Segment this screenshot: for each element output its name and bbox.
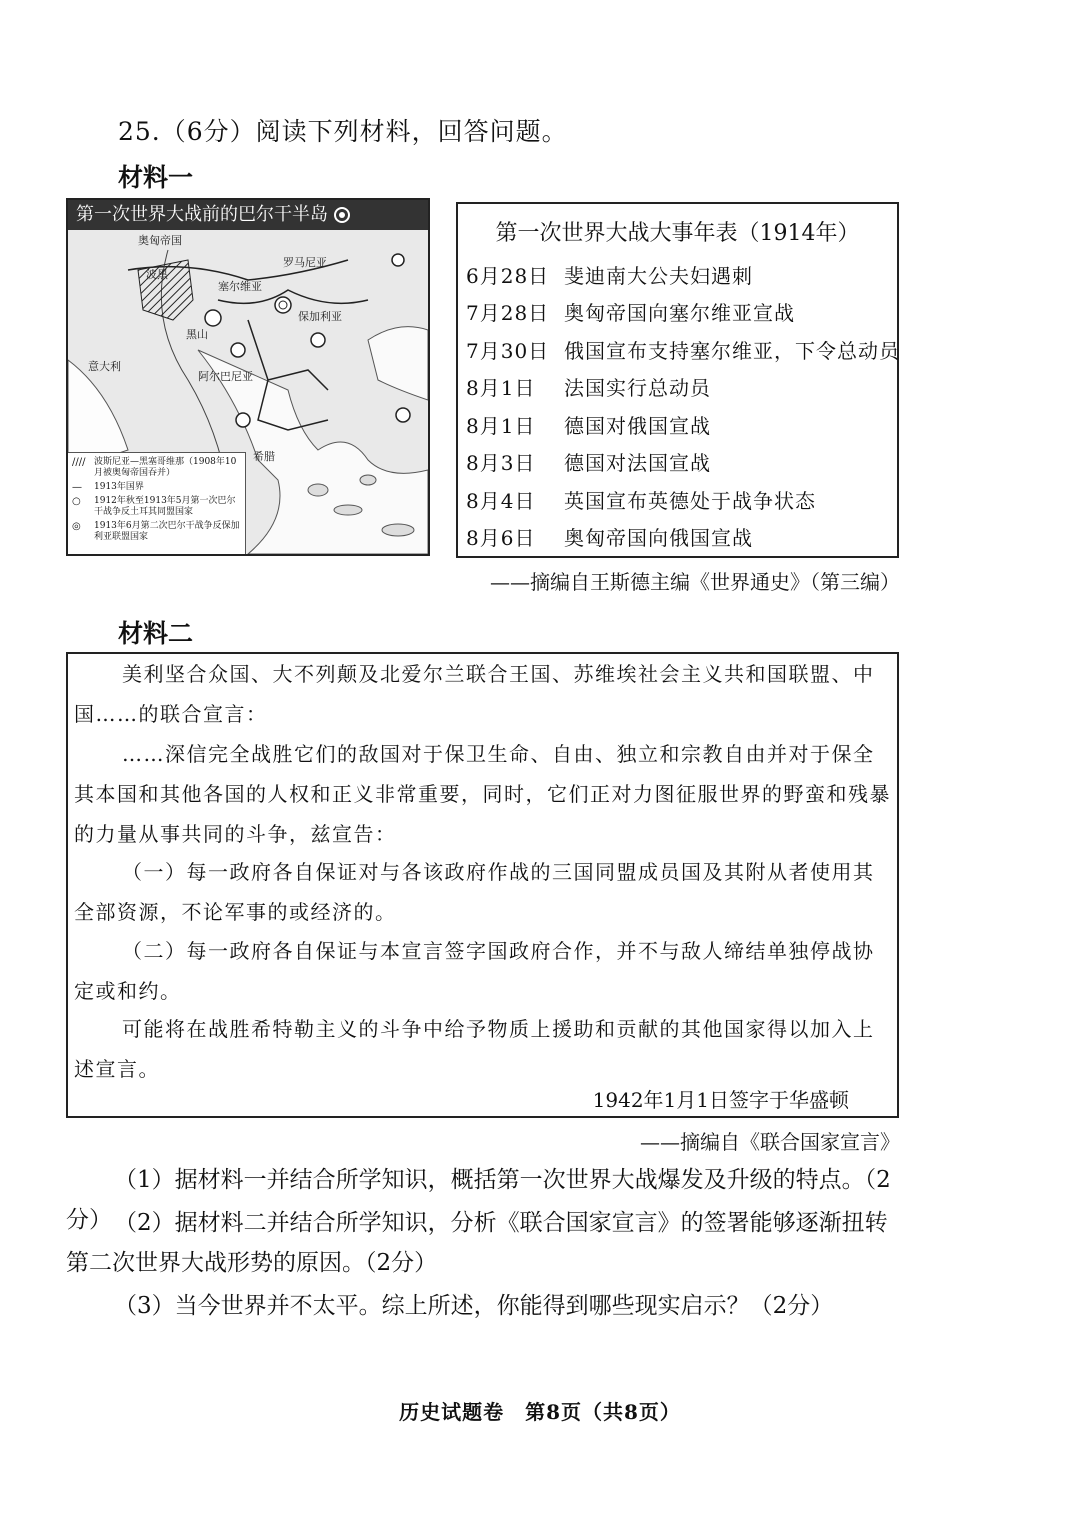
map-label-romania: 罗马尼亚 bbox=[283, 256, 327, 269]
material2-box bbox=[66, 652, 899, 1118]
map-label-bosnia: 波黑 bbox=[146, 268, 168, 281]
chronology-row bbox=[466, 297, 795, 326]
map-label-italy: 意大利 bbox=[88, 360, 121, 373]
subquestion-1: （1）据材料一并结合所学知识，概括第一次世界大战爆发及升级的特点。（2分） bbox=[66, 1167, 891, 1233]
material2-paragraph: 美利坚合众国、大不列颠及北爱尔兰联合王国、苏维埃社会主义共和国联盟、中国……的联合宣言： bbox=[74, 662, 875, 726]
event-date: 8月3日 bbox=[466, 451, 536, 475]
map-label-serbia: 塞尔维亚 bbox=[218, 280, 262, 293]
map-label-austria-hungary: 奥匈帝国 bbox=[138, 234, 182, 247]
chronology-row bbox=[466, 260, 753, 289]
material2-source: ——摘编自《联合国家宣言》 bbox=[640, 1130, 900, 1154]
material2-paragraph: （二）每一政府各自保证与本宣言签字国政府合作，并不与敌人缔结单独停战协定或和约。 bbox=[74, 939, 875, 1003]
chronology-row bbox=[466, 335, 900, 364]
legend-row bbox=[72, 457, 241, 479]
chronology-row bbox=[466, 372, 711, 401]
event-text: 法国实行总动员 bbox=[564, 376, 711, 400]
event-text: 奥匈帝国向塞尔维亚宣战 bbox=[564, 301, 795, 325]
event-text: 奥匈帝国向俄国宣战 bbox=[564, 526, 753, 550]
legend-hatch-icon: //// bbox=[72, 457, 86, 468]
legend-text: 1913年国界 bbox=[94, 482, 144, 492]
legend-circle-icon: ○ bbox=[72, 496, 81, 507]
legend-row bbox=[72, 521, 241, 543]
legend-text: 波斯尼亚—黑塞哥维那（1908年10月被奥匈帝国吞并） bbox=[94, 457, 237, 478]
chronology-table bbox=[456, 202, 899, 558]
subquestion-3: （3）当今世界并不太平。综上所述，你能得到哪些现实启示？（2分） bbox=[114, 1293, 834, 1319]
event-text: 俄国宣布支持塞尔维亚，下令总动员 bbox=[564, 339, 900, 363]
material2-label: 材料二 bbox=[118, 619, 194, 648]
map-label-albania: 阿尔巴尼亚 bbox=[198, 370, 253, 383]
legend-text: 1913年6月第二次巴尔干战争反保加利亚联盟国家 bbox=[94, 521, 240, 542]
legend-text: 1912年秋至1913年5月第一次巴尔干战争反土耳其同盟国家 bbox=[94, 496, 236, 517]
question-header: 25.（6分）阅读下列材料，回答问题。 bbox=[118, 117, 568, 146]
map-legend bbox=[68, 452, 246, 554]
page-footer: 历史试题卷 第8页（共8页） bbox=[399, 1400, 681, 1424]
legend-row bbox=[72, 496, 241, 518]
event-date: 6月28日 bbox=[466, 264, 550, 288]
material2-paragraph: 可能将在战胜希特勒主义的斗争中给予物质上援助和贡献的其他国家得以加入上述宣言。 bbox=[74, 1017, 875, 1081]
material1-source: ——摘编自王斯德主编《世界通史》（第三编） bbox=[490, 570, 900, 594]
material1-label: 材料一 bbox=[118, 163, 194, 192]
subquestion-2: （2）据材料二并结合所学知识，分析《联合国家宣言》的签署能够逐渐扭转第二次世界大战形势的原因。（2分） bbox=[66, 1210, 888, 1276]
event-date: 7月30日 bbox=[466, 339, 550, 363]
map-label-bulgaria: 保加利亚 bbox=[298, 310, 342, 323]
map-label-montenegro: 黑山 bbox=[186, 328, 208, 341]
declaration-signature: 1942年1月1日签字于华盛顿 bbox=[592, 1088, 849, 1112]
event-date: 7月28日 bbox=[466, 301, 550, 325]
event-date: 8月6日 bbox=[466, 526, 536, 550]
event-date: 8月4日 bbox=[466, 489, 536, 513]
event-date: 8月1日 bbox=[466, 414, 536, 438]
legend-line-icon: — bbox=[72, 482, 82, 493]
chronology-row bbox=[466, 447, 711, 476]
material2-paragraph: （一）每一政府各自保证对与各该政府作战的三国同盟成员国及其附从者使用其全部资源，不论军事的或经济的。 bbox=[74, 860, 875, 924]
event-date: 8月1日 bbox=[466, 376, 536, 400]
material2-paragraph: ……深信完全战胜它们的敌国对于保卫生命、自由、独立和宗教自由并对于保全其本国和其他各国的人权和正义非常重要，同时，它们正对力图征服世界的野蛮和残暴的力量从事共同的斗争，兹宣告： bbox=[74, 742, 891, 846]
map-title-text: 第一次世界大战前的巴尔干半岛 bbox=[76, 204, 328, 225]
chronology-title: 第一次世界大战大事年表（1914年） bbox=[495, 221, 860, 246]
target-icon bbox=[334, 207, 350, 223]
event-text: 德国对俄国宣战 bbox=[564, 414, 711, 438]
chronology-row bbox=[466, 522, 753, 551]
map-label-greece: 希腊 bbox=[253, 450, 275, 463]
map-title bbox=[68, 200, 428, 230]
balkan-map bbox=[66, 198, 430, 556]
legend-double-circle-icon: ◎ bbox=[72, 521, 81, 532]
chronology-row bbox=[466, 410, 711, 439]
event-text: 英国宣布英德处于战争状态 bbox=[564, 489, 816, 513]
event-text: 德国对法国宣战 bbox=[564, 451, 711, 475]
event-text: 斐迪南大公夫妇遇刺 bbox=[564, 264, 753, 288]
legend-row bbox=[72, 482, 241, 493]
chronology-row bbox=[466, 485, 816, 514]
